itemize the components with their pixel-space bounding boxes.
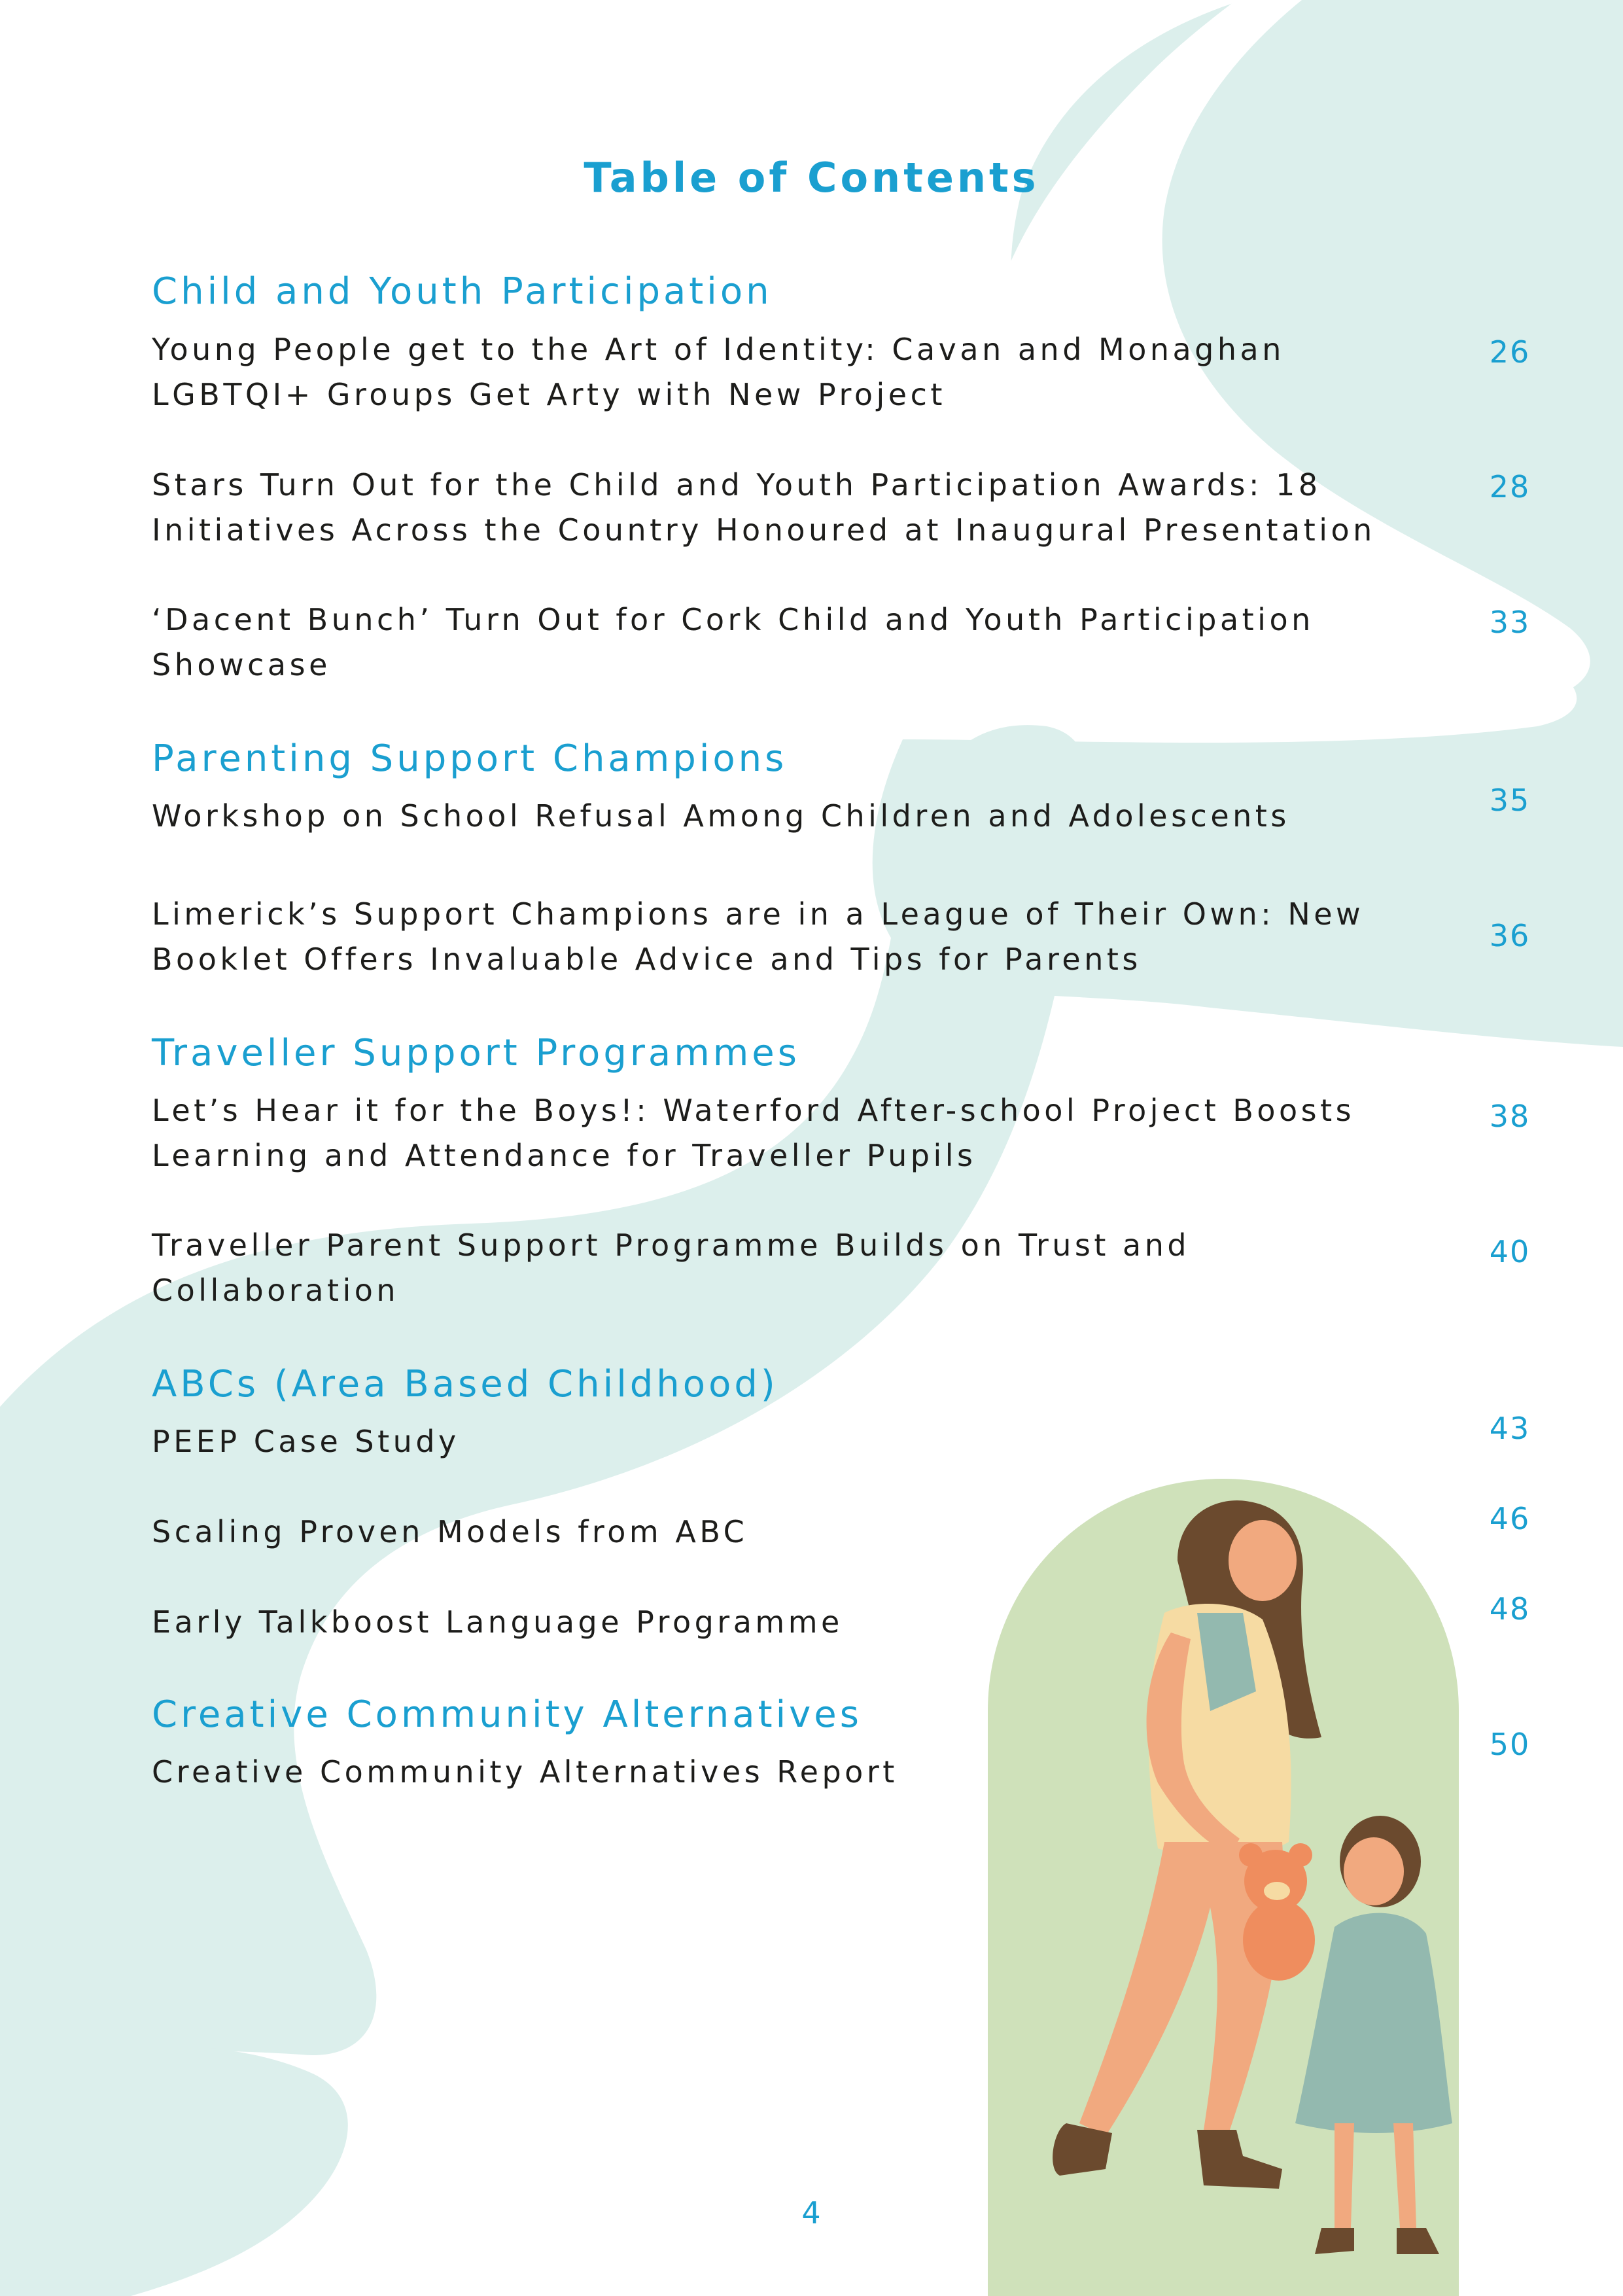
- toc-entry-page-number[interactable]: 28: [1489, 469, 1531, 504]
- toc-entry-title-line: Stars Turn Out for the Child and Youth Participation Awards: 18: [152, 467, 1321, 503]
- toc-entry-page-number[interactable]: 35: [1489, 783, 1531, 818]
- toc-entry-title-line: Limerick’s Support Champions are in a League of Their Own: New: [152, 896, 1365, 932]
- toc-entry-title-line: Creative Community Alternatives Report: [152, 1754, 898, 1790]
- toc-entry[interactable]: [152, 1750, 1414, 1795]
- toc-section-heading: Traveller Support Programmes: [152, 1032, 800, 1074]
- toc-entry-page-number[interactable]: 33: [1489, 605, 1531, 640]
- toc-entry[interactable]: [152, 1419, 1414, 1464]
- toc-entry-title-line: Scaling Proven Models from ABC: [152, 1514, 748, 1549]
- toc-entry-title-line: PEEP Case Study: [152, 1424, 460, 1459]
- wave-shape-bottom-left: [0, 2045, 348, 2296]
- teddy-body: [1243, 1899, 1315, 1981]
- toc-entry-page-number[interactable]: 48: [1489, 1591, 1531, 1627]
- toc-entry-title-line: Early Talkboost Language Programme: [152, 1604, 843, 1640]
- toc-entry-page-number[interactable]: 40: [1489, 1234, 1531, 1269]
- toc-entry-page-number[interactable]: 43: [1489, 1411, 1531, 1446]
- toc-entry[interactable]: [152, 892, 1414, 982]
- toc-title: Table of Contents: [584, 154, 1039, 202]
- toc-entry[interactable]: [152, 327, 1414, 417]
- toc-section-heading: Parenting Support Champions: [152, 737, 788, 780]
- toc-section-heading: Creative Community Alternatives: [152, 1693, 862, 1736]
- toc-entry-title-line: Let’s Hear it for the Boys!: Waterford After-school Project Boosts: [152, 1093, 1355, 1128]
- toc-section-heading: ABCs (Area Based Childhood): [152, 1363, 778, 1405]
- toc-entry[interactable]: [152, 1510, 1414, 1555]
- toc-entry-title-line: Initiatives Across the Country Honoured at Inaugural Presentation: [152, 512, 1376, 548]
- teddy-snout: [1264, 1882, 1290, 1900]
- toc-entry-title-line: Booklet Offers Invaluable Advice and Tips for Parents: [152, 942, 1142, 977]
- child-shoe-left: [1315, 2228, 1354, 2254]
- mother-and-child-illustration: [981, 1475, 1465, 2296]
- teddy-ear-right: [1289, 1843, 1312, 1867]
- toc-entry-title-line: Showcase: [152, 647, 331, 682]
- toc-entry-title-line: LGBTQI+ Groups Get Arty with New Project: [152, 377, 946, 412]
- toc-entry-title-line: Collaboration: [152, 1273, 400, 1308]
- toc-entry[interactable]: [152, 463, 1414, 553]
- toc-entry-title-line: Workshop on School Refusal Among Children and Adolescents: [152, 798, 1290, 834]
- toc-entry-title-line: ‘Dacent Bunch’ Turn Out for Cork Child and Youth Participation: [152, 602, 1314, 637]
- toc-entry[interactable]: [152, 794, 1414, 839]
- toc-entry-page-number[interactable]: 38: [1489, 1099, 1531, 1134]
- toc-entry-page-number[interactable]: 46: [1489, 1501, 1531, 1536]
- toc-entry-title-line: Learning and Attendance for Traveller Pupils: [152, 1138, 977, 1173]
- toc-entry[interactable]: [152, 1223, 1414, 1313]
- teddy-ear-left: [1239, 1843, 1263, 1867]
- toc-entry[interactable]: [152, 597, 1414, 688]
- toc-entry[interactable]: [152, 1088, 1414, 1178]
- child-face: [1344, 1837, 1404, 1905]
- toc-entry-page-number[interactable]: 26: [1489, 334, 1531, 370]
- toc-entry[interactable]: [152, 1600, 1414, 1645]
- toc-entry-page-number[interactable]: 50: [1489, 1727, 1531, 1762]
- toc-entry-title-line: Young People get to the Art of Identity: Cavan and Monaghan: [152, 332, 1285, 367]
- toc-section-heading: Child and Youth Participation: [152, 270, 773, 313]
- page-number: 4: [801, 2195, 821, 2231]
- toc-entry-title-line: Traveller Parent Support Programme Builds on Trust and: [152, 1227, 1191, 1263]
- toc-entry-page-number[interactable]: 36: [1489, 918, 1531, 953]
